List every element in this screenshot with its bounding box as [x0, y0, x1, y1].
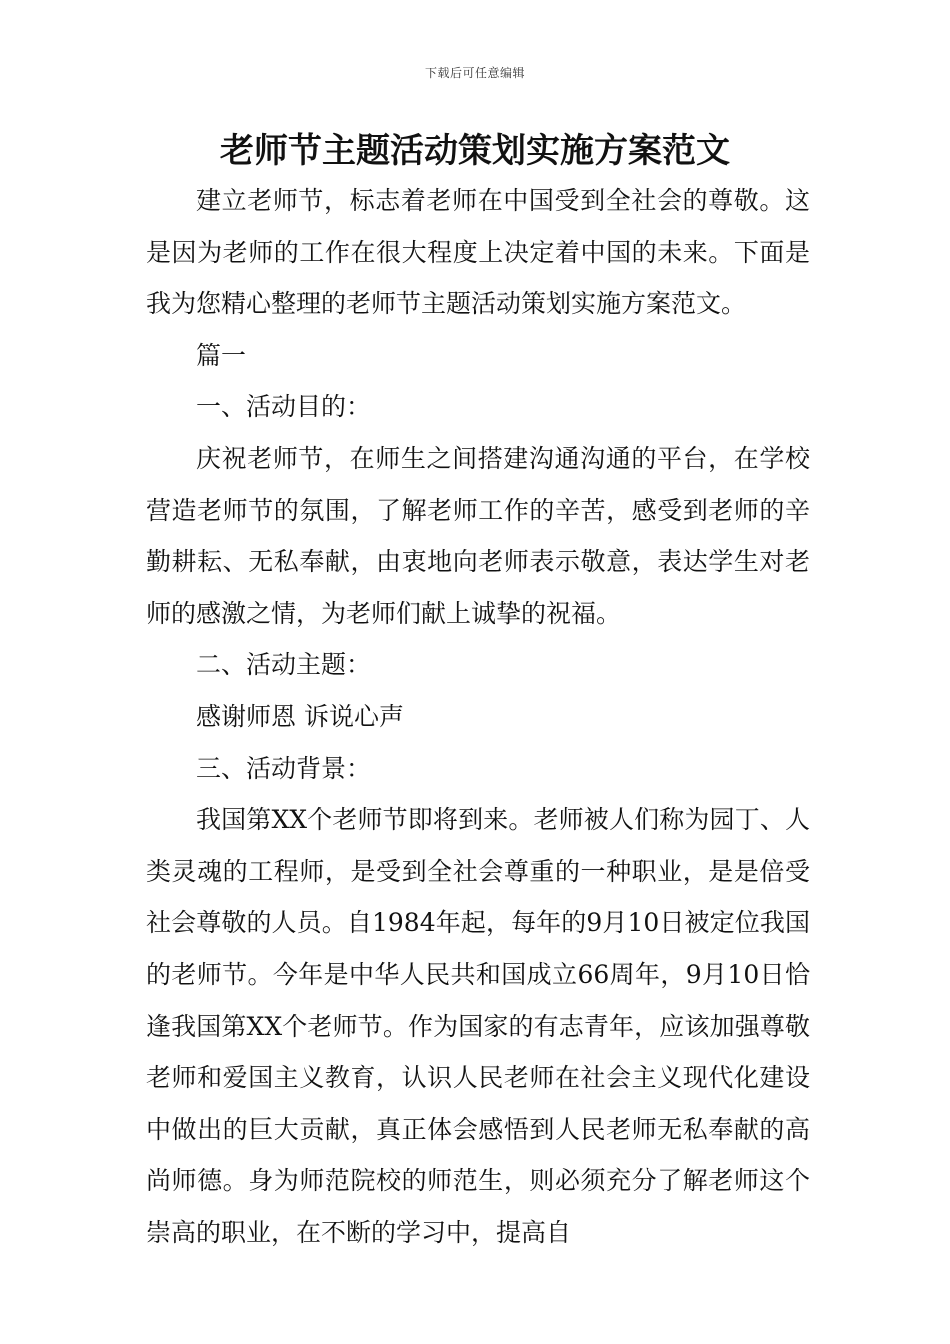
activity-theme-paragraph: 感谢师恩 诉说心声 [196, 701, 404, 731]
activity-background-paragraph: 我国第XX个老师节即将到来。老师被人们称为园丁、人类灵魂的工程师，是受到全社会尊重的一种职业，是是倍受社会尊敬的人员。自1984年起，每年的9月10日被定位我国的老师节。今年是中华人民共和国成立66周年，9月10日恰逢我国第XX个老师节。作为国家的有志青年，应该加强尊敬老师和爱国主义教育，认识人民老师在社会主义现代化建设中做出的巨大贡献，真正体会感悟到人民老师无私奉献的高尚师德。身为师范院校的师范生，则必须充分了解老师这个崇高的职业，在不断的学习中，提高自 [146, 805, 810, 1247]
document-title: 老师节主题活动策划实施方案范文 [220, 131, 730, 171]
activity-purpose-paragraph: 庆祝老师节，在师生之间搭建沟通沟通的平台，在学校营造老师节的氛围，了解老师工作的辛苦，感受到老师的辛勤耕耘、无私奉献，由衷地向老师表示敬意，表达学生对老师的感激之情，为老师们献上诚挚的祝福。 [146, 443, 810, 628]
heading-activity-theme: 二、活动主题： [196, 650, 372, 680]
header-note: 下载后可任意编辑 [424, 66, 525, 80]
document-body [146, 175, 810, 1258]
section-label-part-one: 篇一 [196, 340, 247, 370]
intro-paragraph: 建立老师节，标志着老师在中国受到全社会的尊敬。这是因为老师的工作在很大程度上决定着中国的未来。下面是我为您精心整理的老师节主题活动策划实施方案范文。 [146, 186, 810, 319]
heading-activity-background: 三、活动背景： [196, 753, 372, 783]
heading-activity-purpose: 一、活动目的： [196, 392, 372, 422]
